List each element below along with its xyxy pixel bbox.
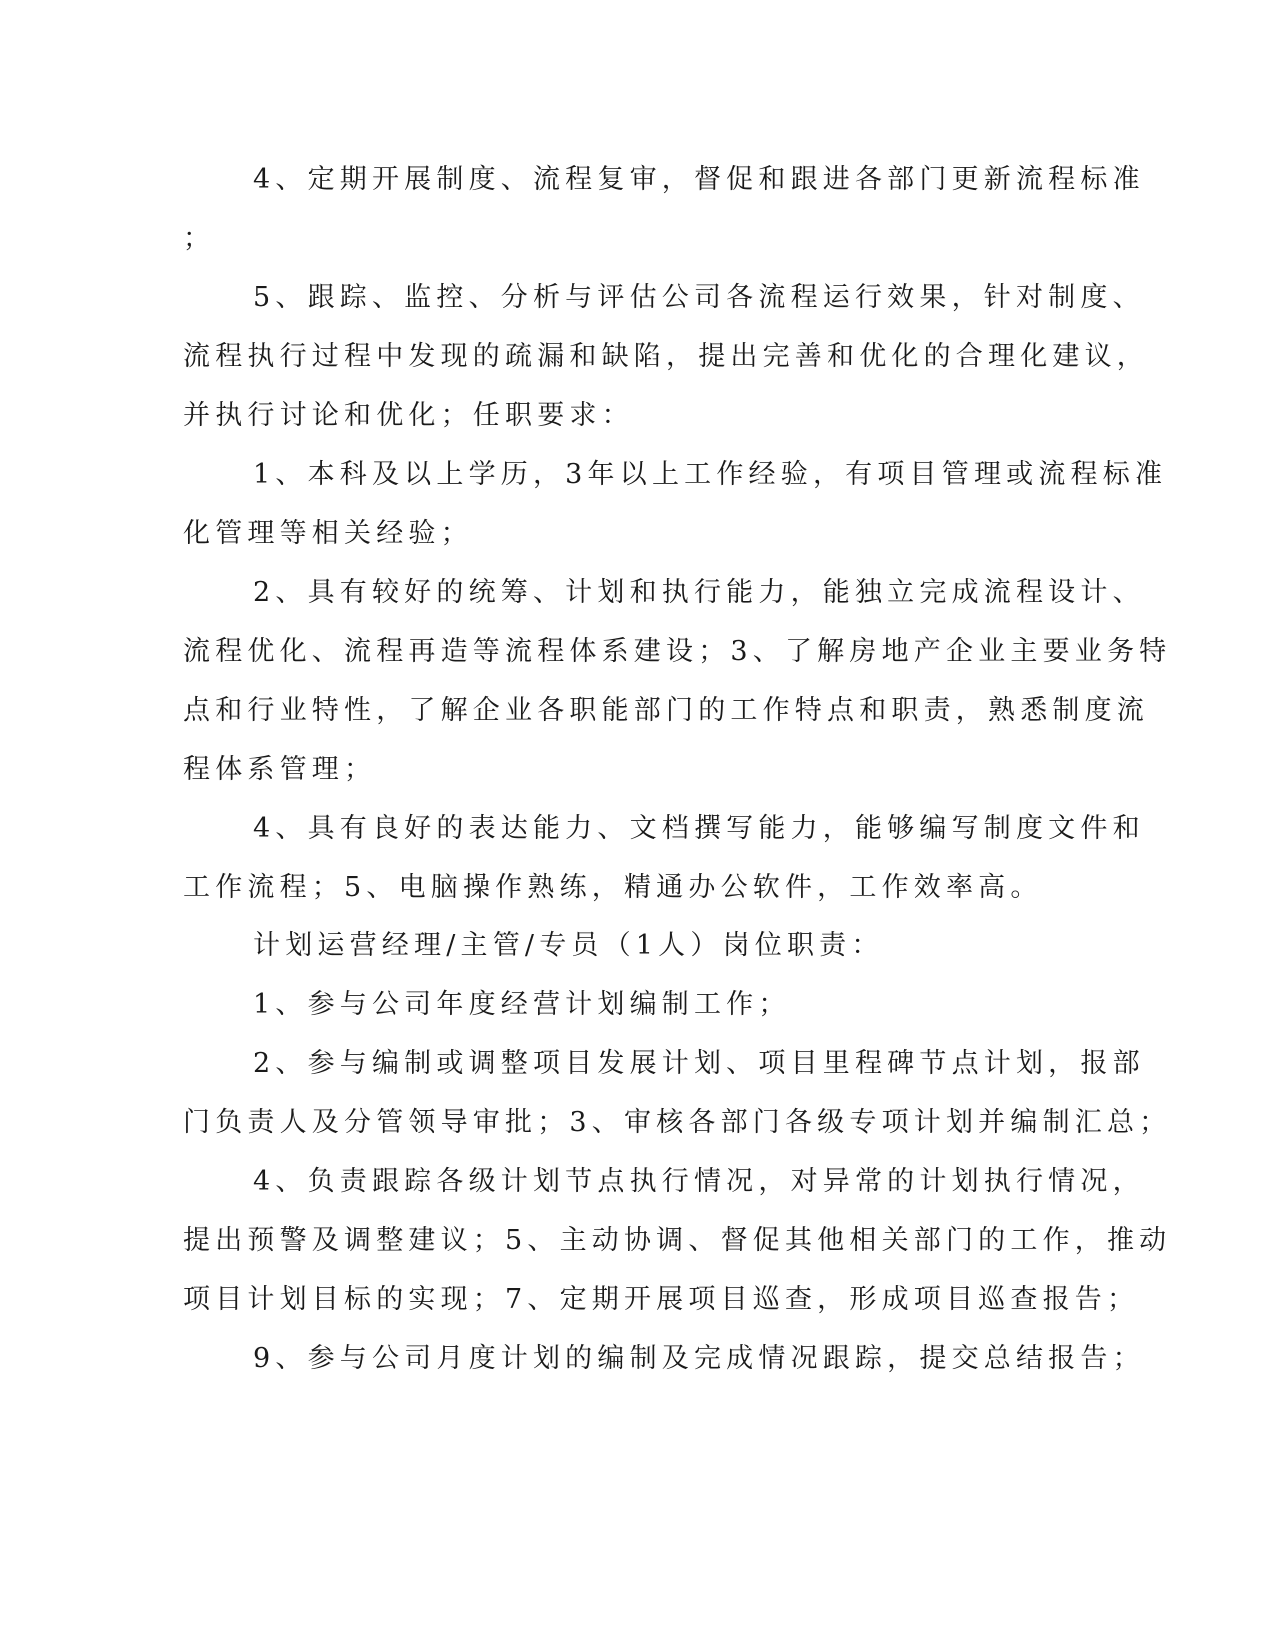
- paragraph-line: 流程优化、流程再造等流程体系建设；3、了解房地产企业主要业务特: [183, 636, 1172, 667]
- paragraph-line: 提出预警及调整建议；5、主动协调、督促其他相关部门的工作，推动: [183, 1225, 1172, 1256]
- paragraph-line: 点和行业特性，了解企业各职能部门的工作特点和职责，熟悉制度流: [183, 695, 1149, 726]
- paragraph-line: 2、具有较好的统筹、计划和执行能力，能独立完成流程设计、: [253, 577, 1145, 608]
- paragraph-line: 1、本科及以上学历，3年以上工作经验，有项目管理或流程标准: [253, 459, 1168, 490]
- paragraph-line: 9、参与公司月度计划的编制及完成情况跟踪，提交总结报告；: [253, 1343, 1145, 1374]
- paragraph-line: 并执行讨论和优化；任职要求：: [183, 400, 634, 431]
- paragraph-line: 门负责人及分管领导审批；3、审核各部门各级专项计划并编制汇总；: [183, 1107, 1172, 1138]
- paragraph-line: 化管理等相关经验；: [183, 518, 473, 549]
- paragraph-line: 4、负责跟踪各级计划节点执行情况，对异常的计划执行情况，: [253, 1166, 1145, 1197]
- section-heading: 计划运营经理/主管/专员（1人）岗位职责：: [253, 930, 884, 961]
- paragraph-line: 程体系管理；: [183, 754, 377, 785]
- paragraph-line: 工作流程；5、电脑操作熟练，精通办公软件，工作效率高。: [183, 872, 1043, 903]
- paragraph-line: 4、定期开展制度、流程复审，督促和跟进各部门更新流程标准: [253, 164, 1145, 195]
- paragraph-line: 流程执行过程中发现的疏漏和缺陷，提出完善和优化的合理化建议，: [183, 341, 1149, 372]
- paragraph-line: ；: [183, 223, 216, 254]
- paragraph-line: 4、具有良好的表达能力、文档撰写能力，能够编写制度文件和: [253, 813, 1145, 844]
- paragraph-line: 2、参与编制或调整项目发展计划、项目里程碑节点计划，报部: [253, 1048, 1145, 1079]
- paragraph-line: 5、跟踪、监控、分析与评估公司各流程运行效果，针对制度、: [253, 282, 1145, 313]
- paragraph-line: 项目计划目标的实现；7、定期开展项目巡查，形成项目巡查报告；: [183, 1284, 1140, 1315]
- paragraph-line: 1、参与公司年度经营计划编制工作；: [253, 989, 791, 1020]
